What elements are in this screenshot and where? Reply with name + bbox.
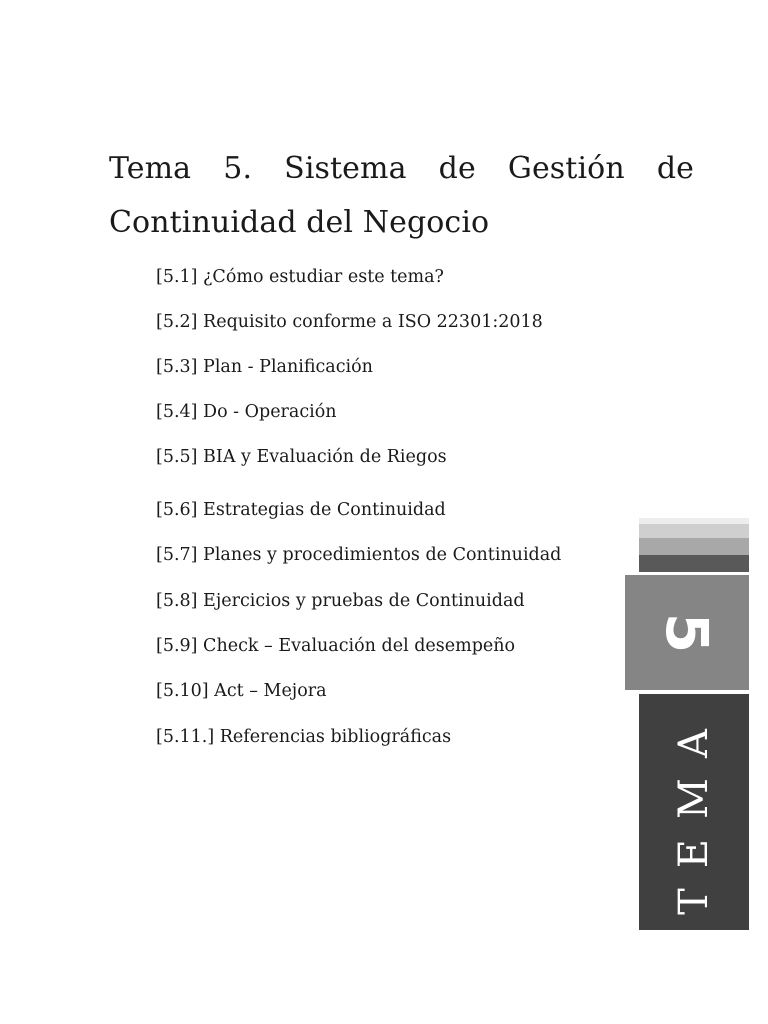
toc-item-5-4: [5.4] Do - Operación — [156, 402, 337, 422]
toc-item-5-2: [5.2] Requisito conforme a ISO 22301:2018 — [156, 312, 543, 332]
chapter-number-box — [625, 575, 749, 690]
chapter-number: 5 — [652, 612, 721, 653]
toc-item-5-9: [5.9] Check – Evaluación del desempeño — [156, 636, 516, 656]
toc-item-5-8: [5.8] Ejercicios y pruebas de Continuidad — [156, 591, 525, 611]
tab-stripe — [639, 555, 749, 572]
chapter-word-box — [639, 694, 749, 930]
chapter-side-tab — [625, 518, 749, 930]
toc-item-5-3: [5.3] Plan - Planificación — [156, 357, 373, 377]
toc-item-5-1: [5.1] ¿Cómo estudiar este tema? — [156, 267, 444, 287]
tab-stripe — [639, 524, 749, 538]
toc-item-5-6: [5.6] Estrategias de Continuidad — [156, 500, 446, 520]
chapter-word: TEMA — [671, 709, 718, 915]
tab-stripe — [639, 538, 749, 555]
toc-item-5-10: [5.10] Act – Mejora — [156, 681, 327, 701]
toc-item-5-5: [5.5] BIA y Evaluación de Riegos — [156, 447, 447, 467]
page-title: Tema 5. Sistema de Gestión de Continuidad del Negocio — [109, 151, 694, 240]
toc-item-5-7: [5.7] Planes y procedimientos de Continuidad — [156, 545, 562, 565]
toc-item-5-11: [5.11.] Referencias bibliográficas — [156, 727, 452, 747]
